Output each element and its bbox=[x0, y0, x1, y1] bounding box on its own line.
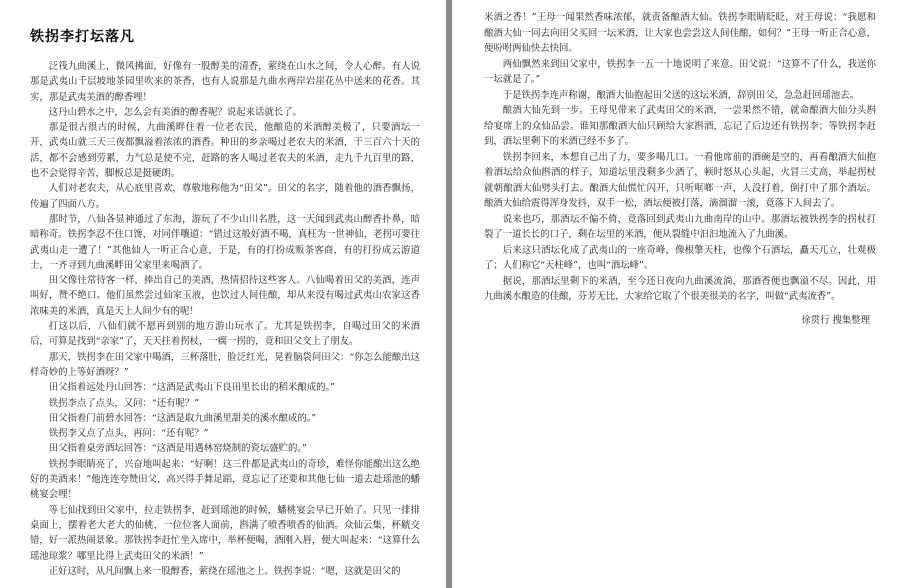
collector-signature: 徐贯行 搜集整理 bbox=[801, 314, 870, 326]
paragraph: 于是铁拐李连声称谢，酿酒大仙抱起田父送的这坛米酒，辞别田父，急急赶回瑶池去。 bbox=[502, 89, 860, 101]
paragraph: 田父指着远处丹山回答：“这酒是武夷山下良田里长出的稻米酿成的。” bbox=[48, 382, 335, 394]
paragraph: 铁拐李点了点头，又问：“还有呢？” bbox=[48, 397, 200, 409]
paragraph: 据说，那酒坛里剩下的米酒，至今还日夜向九曲溪流淌，那酒香便也飘溢不尽。因此，用九曲溪水酿造的佳酿，芬芳无比，大家给它取了个很美很美的名字，叫做“武夷流香”。 bbox=[484, 275, 876, 302]
paragraph: 铁拐李回来，本想自己出了力，要多喝几口。一看他席前的酒碗是空的，再看酿酒大仙抱着酒坛给众仙斟酒的样子，知道坛里没剩多少酒了，顿时怒从心头起，火冒三丈高，举起拐杖就朝酿酒大仙劈头打去。酿酒大仙慌忙闪开，只听哐啷一声，人没打着，倒打中了那个酒坛。酿酒大仙给震得浑身发抖，双手一松，酒坛便被打落，滴溜溜一滚，竟落下人间去了。 bbox=[484, 151, 876, 209]
paragraph: 打这以后，八仙们就不愿再到别的地方游山玩水了。尤其是铁拐李，自喝过田父的米酒后，可算是找到“亲家”了，天天拄着拐杖，一瘸一拐的，竟和田父交上了朋友。 bbox=[30, 321, 420, 348]
paragraph: 那时节，八仙各显神通过了东海，游玩了不少山川名胜，这一天闻到武夷山醇香扑鼻，暗暗称奇。铁拐李忍不住口馋，对同伴嚷道：“错过这般好酒不喝，真枉为一世神仙，老拐可要往武夷山走一遭了！”其他仙人一听正合心意，于是，有的打扮成贩茶客商，有的打扮成云游道士，一齐寻到九曲溪畔田父家里来喝酒了。 bbox=[30, 213, 420, 271]
paragraph-continued: 米酒之香！”王母一闻果然香味浓郁，就责备酿酒大仙。铁拐李眼睛眨眨，对王母说：“我愿和酿酒大仙一同去向田父买回一坛米酒，让大家也尝尝这人间佳酿，如何？”王母一听正合心意，便吩咐两仙快去快回。 bbox=[484, 12, 876, 54]
paragraph: 酿酒大仙先到一步。王母见带来了武夷田父的米酒，一尝果然不错，就命酿酒大仙分头斟给宴席上的众仙品尝。谁知那酿酒大仙只顾给大家斟酒，忘记了后边还有铁拐李；等铁拐李赶到，酒坛里剩下的米酒已经不多了。 bbox=[484, 105, 876, 147]
paragraph: 后来这只酒坛化成了武夷山的一座奇峰，像根擎天柱，也像个石酒坛，矗天兀立，壮观极了；人们称它“天柱峰”，也叫“酒坛峰”。 bbox=[484, 244, 876, 271]
paragraph: 铁拐李眼睛亮了，兴奋地叫起来：“好啊！这三件都是武夷山的奇珍，难怪你能酿出这么绝好的美酒来！”他连连夸赞田父，高兴得手舞足蹈，竟忘记了还要和其他七仙一道去赴瑶池的蟠桃宴会哩！ bbox=[30, 458, 420, 501]
paragraph: 田父指着门前碧水回答：“这酒是取九曲溪里甜美的溪水酿成的。” bbox=[48, 412, 317, 424]
document-page-left bbox=[0, 0, 446, 588]
paragraph: 田父指着桌旁酒坛回答：“这酒是用遇林窑烧制的瓷坛盛贮的。” bbox=[48, 443, 307, 455]
paragraph: 铁拐李又点了点头，再问：“还有呢？” bbox=[48, 428, 209, 440]
paragraph: 说来也巧，那酒坛不偏不倚，竟落回到武夷山九曲南岸的山中。那酒坛被铁拐李的拐杖打裂了一道长长的口子，剩在坛里的米酒，便从裂缝中汩汩地流入了九曲溪。 bbox=[484, 213, 876, 240]
paragraph: 这丹山碧水之中，怎么会有美酒的醇香呢？说起来话就长了。 bbox=[48, 106, 302, 118]
paragraph: 正好这时，从凡间飘上来一股醇香，萦绕在瑶池之上。铁拐李说：“嗯，这就是田父的 bbox=[48, 565, 401, 577]
paragraph: 那是很古很古的时候，九曲溪畔住着一位老农民，他酿造的米酒醇美极了，只要酒坛一开，武夷山就三天三夜都飘溢着浓浓的酒香。种田的乡亲喝过老农夫的米酒，干三百六十天的活，都不会感到劳累，力气总是使不完，赶路的客人喝过老农夫的米酒，走九千九百里的路，也不会觉得辛苦，脚板总是挺硬朗。 bbox=[30, 122, 420, 180]
paragraph: 那天，铁拐李在田父家中喝酒，三杯落肚，脸泛红光，晃着脑袋问田父：“你怎么能酿出这样奇妙的上等好酒呀？” bbox=[30, 351, 420, 378]
document-page-right bbox=[452, 0, 898, 588]
paragraph: 等七仙找到田父家中，拉走铁拐李，赶到瑶池的时候，蟠桃宴会早已开始了。只见一排排桌面上，摆着老大老大的仙桃，一位位客人面前，斟满了喷香喷香的仙酒。众仙云集，杯觥交错，好一派热闹景象。那铁拐李赶忙坐入席中，举杯便喝，酒刚入唇，便大叫起来：“这算什么瑶池琼浆？哪里比得上武夷田父的米酒！” bbox=[30, 504, 420, 562]
article-title: 铁拐李打坛落凡 bbox=[30, 29, 135, 45]
paragraph: 人们对老农夫，从心底里喜欢，尊敬地称他为“田父”。田父的名字，随着他的酒香飘扬，传遍了四面八方。 bbox=[30, 183, 420, 210]
paragraph: 泛筏九曲溪上，微风拂面，好像有一股醇美的清香，萦绕在山水之间，令人心醉。有人说那是武夷山千层坡地茶园里吹来的茶香，也有人说那是九曲水两岸岩崖花丛中送来的花香。其实，那是武夷美酒的醇香哩！ bbox=[30, 61, 420, 103]
paragraph: 田父像往常待客一样，捧出自己的美酒，热情招待这些客人。八仙喝着田父的美酒，连声叫好，赞不绝口。他们虽然尝过仙家玉液，也饮过人间佳酿，却从来没有喝过武夷山农家这香浓味美的米酒，真是天上人间少有的呢！ bbox=[30, 275, 420, 317]
paragraph: 两仙飘然来到田父家中，铁拐李一五一十地说明了来意。田父说：“这算不了什么，我送你一坛就是了。” bbox=[484, 58, 876, 85]
